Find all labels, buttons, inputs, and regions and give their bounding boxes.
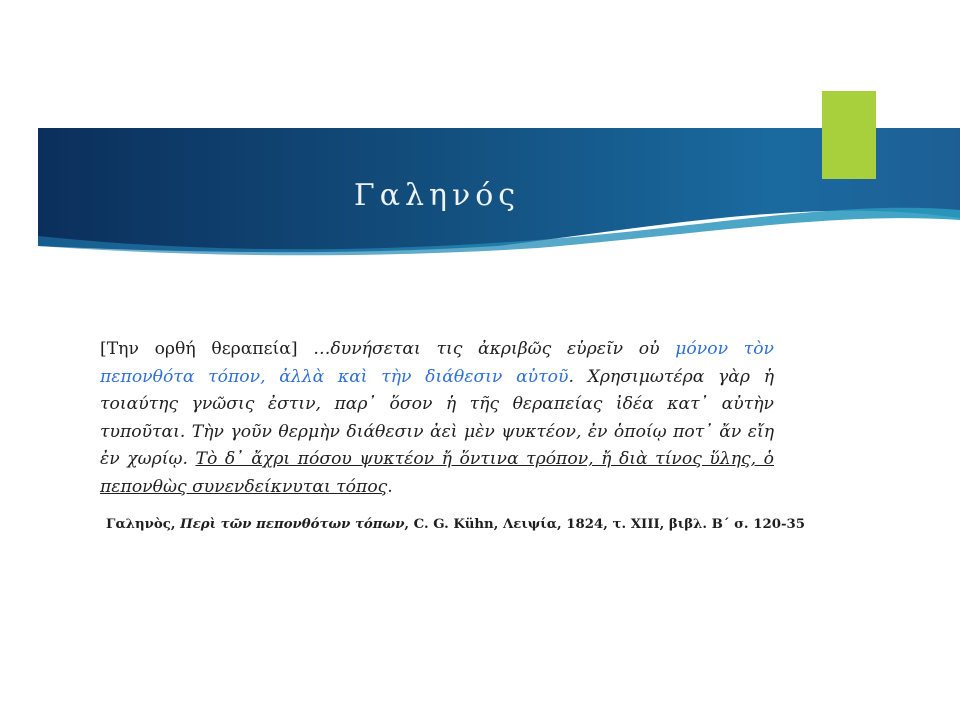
citation-work: Περὶ τῶν πεπονθότων τόπων xyxy=(180,517,405,532)
slide-title: Γαληνός xyxy=(353,178,521,213)
quote-underlined: Τὸ δ᾽ ἄχρι πόσου ψυκτέον ἤ ὅντινα τρόπον, ἤ διὰ τίνος ὕλης, ὁ πεπονθὼς συνενδείκνυται τόπος xyxy=(100,449,774,497)
citation-author: Γαληνὸς, xyxy=(106,517,181,532)
quote-prefix: [Την ορθή θεραπεία] xyxy=(100,339,314,359)
citation-details: , C. G. Kühn, Λειψία, 1824, τ. XIII, βιβλ. Β΄ σ. 120-35 xyxy=(404,517,805,532)
quote-paragraph xyxy=(100,336,774,501)
quote-italic-2: . Χρησιμωτέρα γὰρ ἡ τοιαύτης γνῶσις ἐστιν, παρ᾽ ὅσον ἡ τῆς θεραπείας ἰδέα κατ᾽ αὐτὴν τυποῦται. Τὴν γοῦν θερμὴν διάθεσιν ἀεὶ μὲν ψυκτέον, ἐν ὁποίῳ ποτ᾽ ἄν εἴη ἐν χωρίῳ. xyxy=(100,366,775,469)
accent-bar xyxy=(822,91,876,179)
quote-highlight: μόνον τὸν πεπονθότα τόπον, ἀλλὰ καὶ τὴν διάθεσιν αὐτοῦ xyxy=(100,339,774,387)
quote-suffix: . xyxy=(387,476,393,497)
quote-italic-1: …δυνήσεται τις ἀκριβῶς εὑρεῖν οὐ xyxy=(313,339,676,359)
citation xyxy=(106,517,805,532)
